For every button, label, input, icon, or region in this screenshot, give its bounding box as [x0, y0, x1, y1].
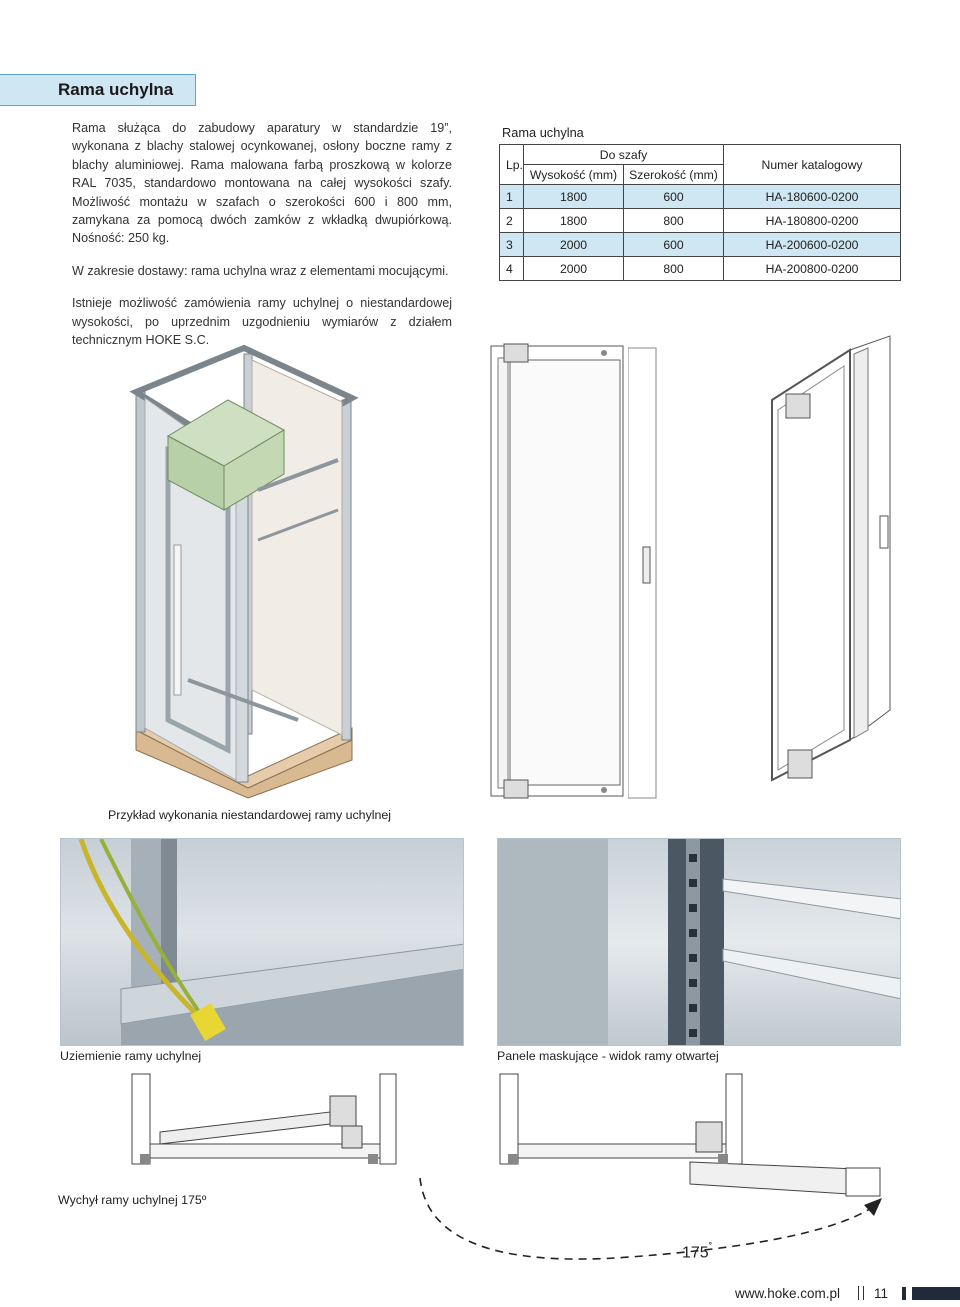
header-lp: Lp. — [500, 145, 524, 185]
header-width: Szerokość (mm) — [624, 165, 724, 185]
caption-tilt: Wychył ramy uchylnej 175º — [58, 1193, 207, 1207]
frame-perspective-drawing — [760, 330, 910, 790]
table-row: 1 1800 600 HA-180600-0200 — [500, 185, 901, 209]
page-title-bar — [0, 74, 196, 106]
page-title: Rama uchylna — [58, 80, 174, 99]
footer-accent-bar-small — [902, 1287, 906, 1300]
frame-handle-icon — [642, 546, 652, 586]
header-catalog: Numer katalogowy — [724, 145, 901, 185]
page-number: 11 — [874, 1286, 889, 1301]
table-row: 3 2000 600 HA-200600-0200 — [500, 233, 901, 257]
tilt-diagram — [130, 1072, 910, 1272]
cabinet-isometric-illustration — [128, 340, 360, 800]
table-row: 4 2000 800 HA-200800-0200 — [500, 257, 901, 281]
caption-panels: Panele maskujące - widok ramy otwartej — [497, 1049, 719, 1063]
header-group: Do szafy — [524, 145, 724, 165]
footer-website-link[interactable]: www.hoke.com.pl — [735, 1286, 841, 1301]
caption-custom-frame: Przykład wykonania niestandardowej ramy uchylnej — [108, 808, 392, 822]
grounding-photo — [60, 838, 464, 1046]
footer-separator — [858, 1286, 864, 1300]
degree-mark: ˚ — [708, 1242, 713, 1254]
panels-photo — [497, 838, 901, 1046]
angle-label — [682, 1242, 712, 1262]
angle-value: 175 — [682, 1244, 709, 1262]
table-row: 2 1800 800 HA-180800-0200 — [500, 209, 901, 233]
intro-paragraph-3: Istnieje możliwość zamówienia ramy uchylnej o niestandardowej wysokości, po uprzednim uzgodnieniu wymiarów z działem technicznym HOKE S.C. — [72, 296, 452, 348]
table-caption: Rama uchylna — [502, 125, 584, 140]
intro-paragraph-1: Rama służąca do zabudowy aparatury w standardzie 19”, wykonana z blachy stalowej ocynkowanej, osłony boczne ramy z blachy aluminiowej. Rama malowana farbą proszkową w kolorze RAL 7035, standardowo montowana na całej wysokości szafy. Możliwość montażu w szafach o szerokości 600 i 800 mm, zamykana za pomocą dwóch zamków z wkładką dwupiórkową. Nośność: 250 kg. — [72, 121, 452, 246]
header-height: Wysokość (mm) — [524, 165, 624, 185]
caption-grounding: Uziemienie ramy uchylnej — [60, 1049, 202, 1063]
spec-table — [499, 144, 901, 281]
intro-paragraph-2: W zakresie dostawy: rama uchylna wraz z elementami mocującymi. — [72, 263, 449, 278]
intro-text — [72, 119, 452, 363]
footer-accent-bar — [912, 1287, 960, 1300]
frame-front-view-drawing — [490, 340, 640, 802]
